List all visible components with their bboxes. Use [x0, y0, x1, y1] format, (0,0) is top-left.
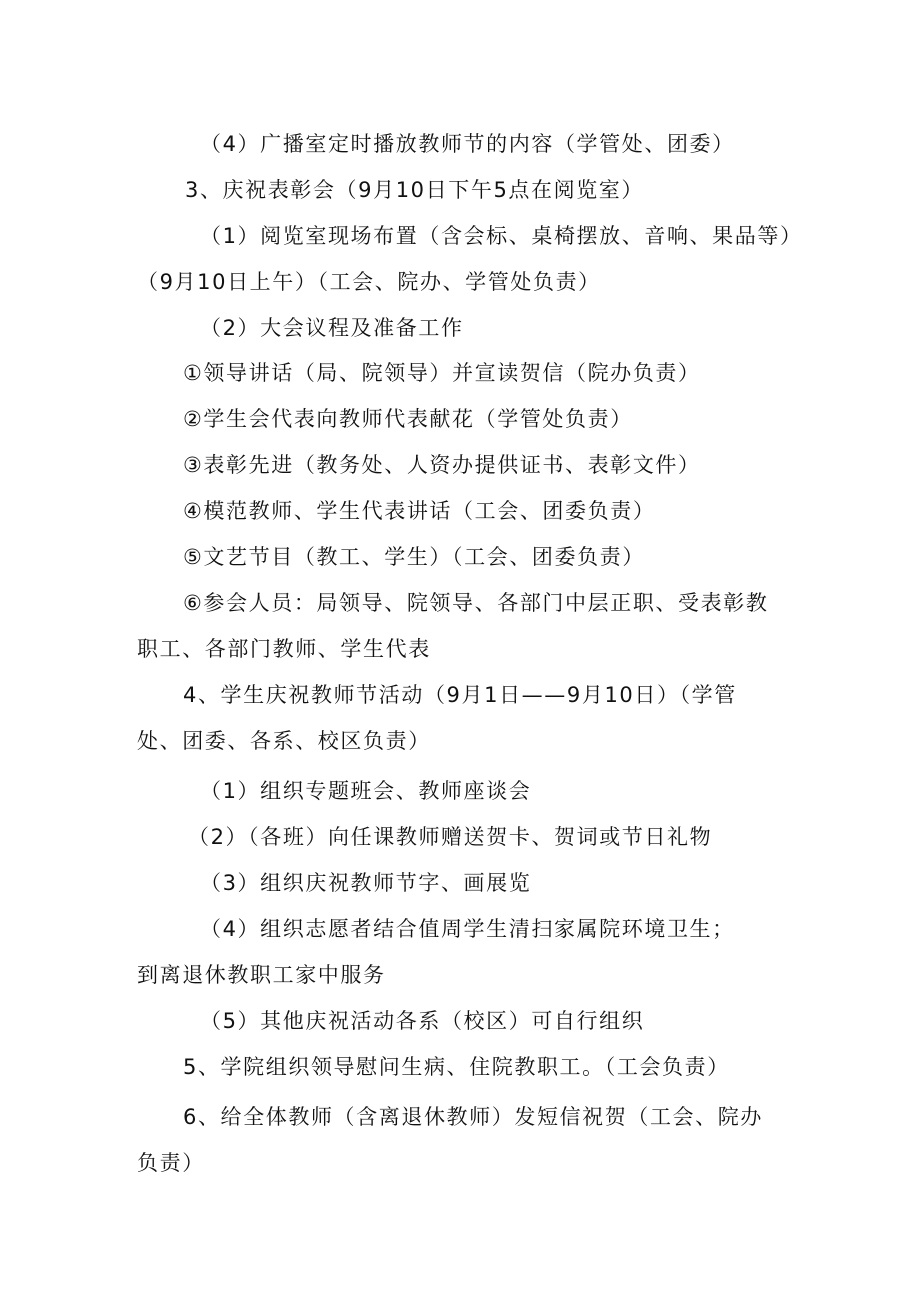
text-line: 职工、各部门教师、学生代表 [137, 637, 431, 661]
text-line: （3）组织庆祝教师节字、画展览 [200, 871, 532, 895]
section-heading: 5、学院组织领导慰问生病、住院教职工。（工会负责） [183, 1055, 730, 1079]
text-line: （5）其他庆祝活动各系（校区）可自行组织 [200, 1009, 645, 1033]
section-heading: 6、给全体教师（含离退休教师）发短信祝贺（工会、院办 [183, 1105, 763, 1129]
text-line: ②学生会代表向教师代表献花（学管处负责） [183, 407, 633, 431]
text-line: （1）阅览室现场布置（含会标、桌椅摆放、音响、果品等） [200, 224, 803, 248]
text-line: （4）广播室定时播放教师节的内容（学管处、团委） [200, 132, 735, 156]
section-heading: 4、学生庆祝教师节活动（9月1日——9月10日）（学管 [183, 683, 737, 707]
text-line: ⑤文艺节目（教工、学生）（工会、团委负责） [183, 545, 645, 569]
section-heading: 3、庆祝表彰会（9月10日下午5点在阅览室） [185, 178, 645, 202]
text-line: （2）（各班）向任课教师赠送贺卡、贺词或节日礼物 [188, 825, 713, 849]
text-line: 负责） [137, 1151, 205, 1175]
text-line: ①领导讲话（局、院领导）并宣读贺信（院办负责） [183, 361, 701, 385]
text-line: （2）大会议程及准备工作 [200, 316, 464, 340]
text-line: ⑥参会人员：局领导、院领导、各部门中层正职、受表彰教 [183, 591, 769, 615]
text-line: 处、团委、各系、校区负责） [137, 729, 431, 753]
text-line: （1）组织专题班会、教师座谈会 [200, 779, 532, 803]
text-line: 到离退休教职工家中服务 [137, 963, 386, 987]
text-line: （9月10日上午）（工会、院办、学管处负责） [137, 270, 601, 294]
text-line: （4）组织志愿者结合值周学生清扫家属院环境卫生； [200, 917, 735, 941]
text-line: ③表彰先进（教务处、人资办提供证书、表彰文件） [183, 453, 701, 477]
text-line: ④模范教师、学生代表讲话（工会、团委负责） [183, 499, 656, 523]
